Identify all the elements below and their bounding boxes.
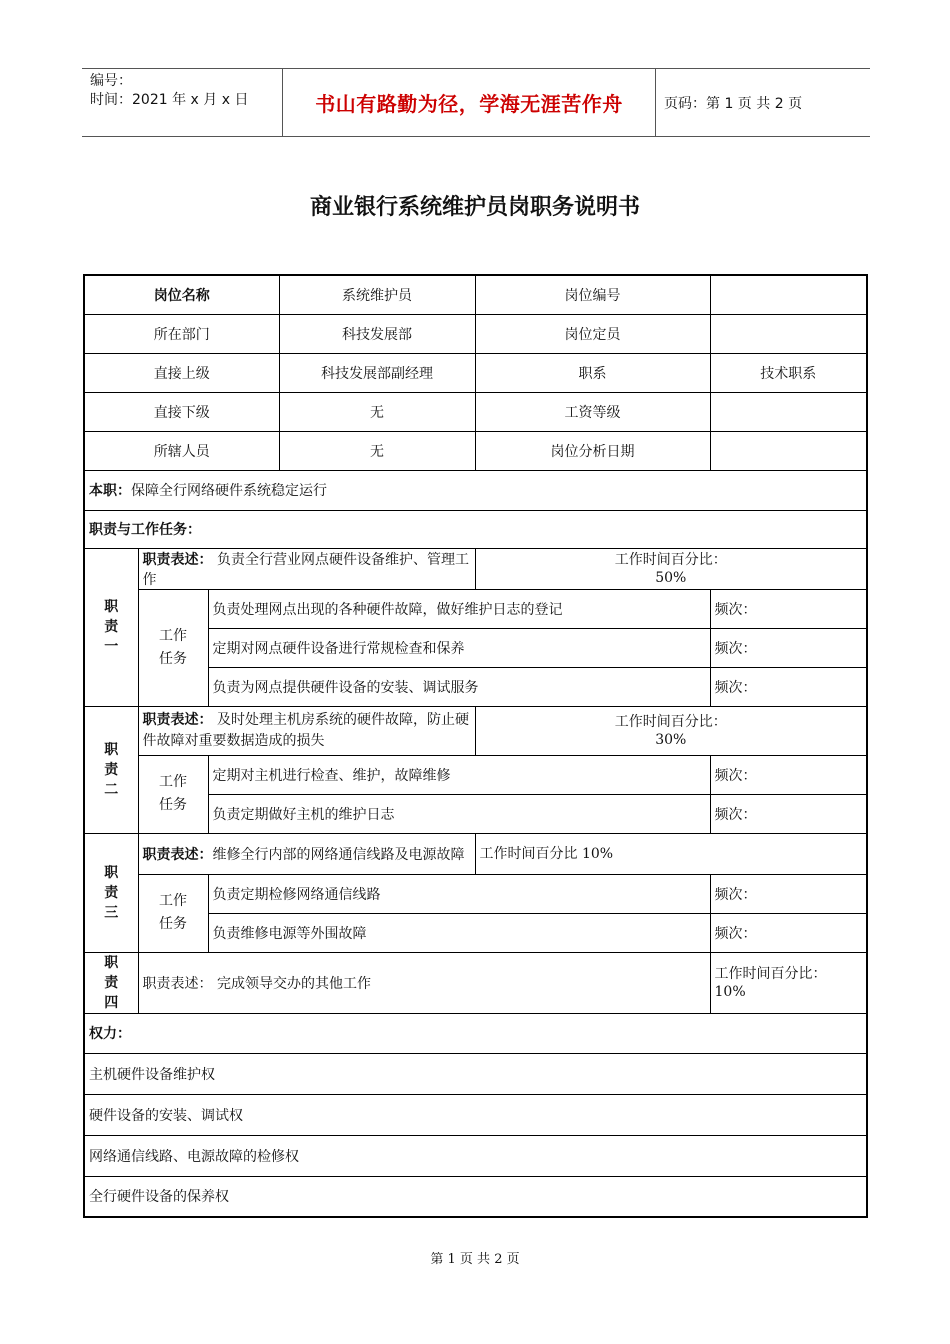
position-name-label: 岗位名称 <box>84 275 279 314</box>
main-duty <box>84 470 867 510</box>
superior-label: 直接上级 <box>84 353 279 392</box>
resp-2-task-1: 定期对主机进行检查、维护，故障维修 <box>208 755 710 794</box>
job-family-value: 技术职系 <box>710 353 867 392</box>
resp-3-pct <box>475 833 867 874</box>
table-row <box>84 1094 867 1135</box>
resp-4-name <box>84 952 138 1013</box>
position-name-value: 系统维护员 <box>279 275 475 314</box>
resp-1-task-label <box>138 589 208 706</box>
page-header <box>82 68 870 137</box>
resp-3-task-2: 负责维修电源等外围故障 <box>208 913 710 952</box>
resp-2-desc-text: 及时处理主机房系统的硬件故障，防止硬件故障对重要数据造成的损失 <box>142 711 469 749</box>
time-label: 时间：2021 年 x 月 x 日 <box>90 92 249 108</box>
subordinate-label: 直接下级 <box>84 392 279 431</box>
resp-1-pct <box>475 548 867 589</box>
resp-4-pct <box>710 952 867 1013</box>
table-row <box>84 1053 867 1094</box>
freq-label: 频次： <box>710 874 867 913</box>
resp-3-char: 职 <box>104 864 119 881</box>
table-row <box>84 952 867 1013</box>
task-label-line: 工作 <box>159 627 187 644</box>
table-row <box>84 1013 867 1053</box>
table-row <box>84 510 867 548</box>
resp-2-task-label <box>138 755 208 833</box>
department-label: 所在部门 <box>84 314 279 353</box>
responsibilities-title: 职责与工作任务： <box>84 510 867 548</box>
table-row <box>84 470 867 510</box>
freq-label: 频次： <box>710 913 867 952</box>
resp-4-char: 责 <box>104 974 119 991</box>
header-divider <box>655 69 656 136</box>
page-footer: 第 1 页 共 2 页 <box>430 1252 520 1267</box>
resp-2-task-2: 负责定期做好主机的维护日志 <box>208 794 710 833</box>
position-no-label: 岗位编号 <box>475 275 710 314</box>
table-row <box>84 1176 867 1217</box>
resp-2-pct-value: 30% <box>655 731 687 748</box>
resp-1-desc <box>138 548 475 589</box>
resp-1-pct-label: 工作时间百分比： <box>614 551 727 568</box>
position-no-value <box>710 275 867 314</box>
freq-label: 频次： <box>710 628 867 667</box>
table-row <box>84 275 867 314</box>
resp-1-desc-label: 职责表述： <box>142 551 213 568</box>
table-row <box>84 392 867 431</box>
task-label-line: 任务 <box>159 797 187 813</box>
header-meta <box>90 72 248 110</box>
table-row <box>84 589 867 628</box>
freq-label: 频次： <box>710 794 867 833</box>
resp-2-name <box>84 706 138 833</box>
power-item: 主机硬件设备维护权 <box>84 1053 867 1094</box>
task-label-line: 工作 <box>159 774 187 790</box>
resp-2-char: 二 <box>104 781 119 798</box>
resp-1-name <box>84 548 138 706</box>
table-row <box>84 755 867 794</box>
staff-value: 无 <box>279 431 475 470</box>
resp-1-task-1: 负责处理网点出现的各种硬件故障，做好维护日志的登记 <box>208 589 710 628</box>
job-family-label: 职系 <box>475 353 710 392</box>
resp-4-char: 四 <box>104 994 119 1011</box>
powers-title: 权力： <box>84 1013 867 1053</box>
resp-4-desc <box>138 952 710 1013</box>
page-code: 页码：第 1 页 共 2 页 <box>664 95 803 112</box>
main-duty-text: 保障全行网络硬件系统稳定运行 <box>131 483 327 499</box>
resp-1-char: 责 <box>104 619 119 635</box>
power-item: 全行硬件设备的保养权 <box>84 1176 867 1217</box>
resp-3-task-1: 负责定期检修网络通信线路 <box>208 874 710 913</box>
resp-1-desc-text: 负责全行营业网点硬件设备维护、管理工作 <box>142 551 469 588</box>
resp-3-pct-label: 工作时间百分比 10% <box>479 845 614 862</box>
table-row <box>84 314 867 353</box>
resp-4-pct-value: 10% <box>714 983 746 1000</box>
resp-3-desc-label: 职责表述： <box>142 846 213 863</box>
table-row <box>84 353 867 392</box>
resp-4-pct-label: 工作时间百分比： <box>714 965 827 982</box>
resp-2-pct-label: 工作时间百分比： <box>614 713 727 730</box>
header-motto: 书山有路勤为径，学海无涯苦作舟 <box>315 92 623 116</box>
resp-3-task-label <box>138 874 208 952</box>
resp-2-desc-label: 职责表述： <box>142 711 213 728</box>
document-title: 商业银行系统维护员岗职务说明书 <box>309 195 640 220</box>
superior-value: 科技发展部副经理 <box>279 353 475 392</box>
power-item: 硬件设备的安装、调试权 <box>84 1094 867 1135</box>
resp-4-char: 职 <box>104 954 119 971</box>
resp-4-desc-text: 完成领导交办的其他工作 <box>212 975 371 992</box>
resp-2-char: 职 <box>104 741 119 758</box>
resp-1-pct-value: 50% <box>655 569 687 586</box>
analysis-date-value <box>710 431 867 470</box>
resp-3-char: 责 <box>104 884 119 901</box>
resp-2-desc <box>138 706 475 755</box>
subordinate-value: 无 <box>279 392 475 431</box>
resp-1-task-3: 负责为网点提供硬件设备的安装、调试服务 <box>208 667 710 706</box>
table-row <box>84 833 867 874</box>
resp-3-desc-text: 维修全行内部的网络通信线路及电源故障 <box>212 846 465 863</box>
analysis-date-label: 岗位分析日期 <box>475 431 710 470</box>
staff-label: 所辖人员 <box>84 431 279 470</box>
resp-1-task-2: 定期对网点硬件设备进行常规检查和保养 <box>208 628 710 667</box>
freq-label: 频次： <box>710 667 867 706</box>
freq-label: 频次： <box>710 755 867 794</box>
resp-3-name <box>84 833 138 952</box>
department-value: 科技发展部 <box>279 314 475 353</box>
resp-3-desc <box>138 833 475 874</box>
table-row <box>84 431 867 470</box>
quota-value <box>710 314 867 353</box>
freq-label: 频次： <box>710 589 867 628</box>
quota-label: 岗位定员 <box>475 314 710 353</box>
resp-1-char: 一 <box>104 639 119 655</box>
pay-grade-label: 工资等级 <box>475 392 710 431</box>
table-row <box>84 548 867 589</box>
pay-grade-value <box>710 392 867 431</box>
table-row <box>84 1135 867 1176</box>
resp-4-desc-label: 职责表述： <box>142 975 213 992</box>
job-description-table <box>83 274 868 1218</box>
resp-2-char: 责 <box>104 761 119 778</box>
main-duty-label: 本职： <box>89 483 131 499</box>
resp-3-char: 三 <box>104 904 119 921</box>
task-label-line: 任务 <box>159 916 187 932</box>
task-label-line: 任务 <box>159 650 187 667</box>
power-item: 网络通信线路、电源故障的检修权 <box>84 1135 867 1176</box>
task-label-line: 工作 <box>159 893 187 909</box>
table-row <box>84 706 867 755</box>
table-row <box>84 874 867 913</box>
resp-2-pct <box>475 706 867 755</box>
resp-1-char: 职 <box>104 599 119 615</box>
number-label: 编号： <box>90 73 132 89</box>
